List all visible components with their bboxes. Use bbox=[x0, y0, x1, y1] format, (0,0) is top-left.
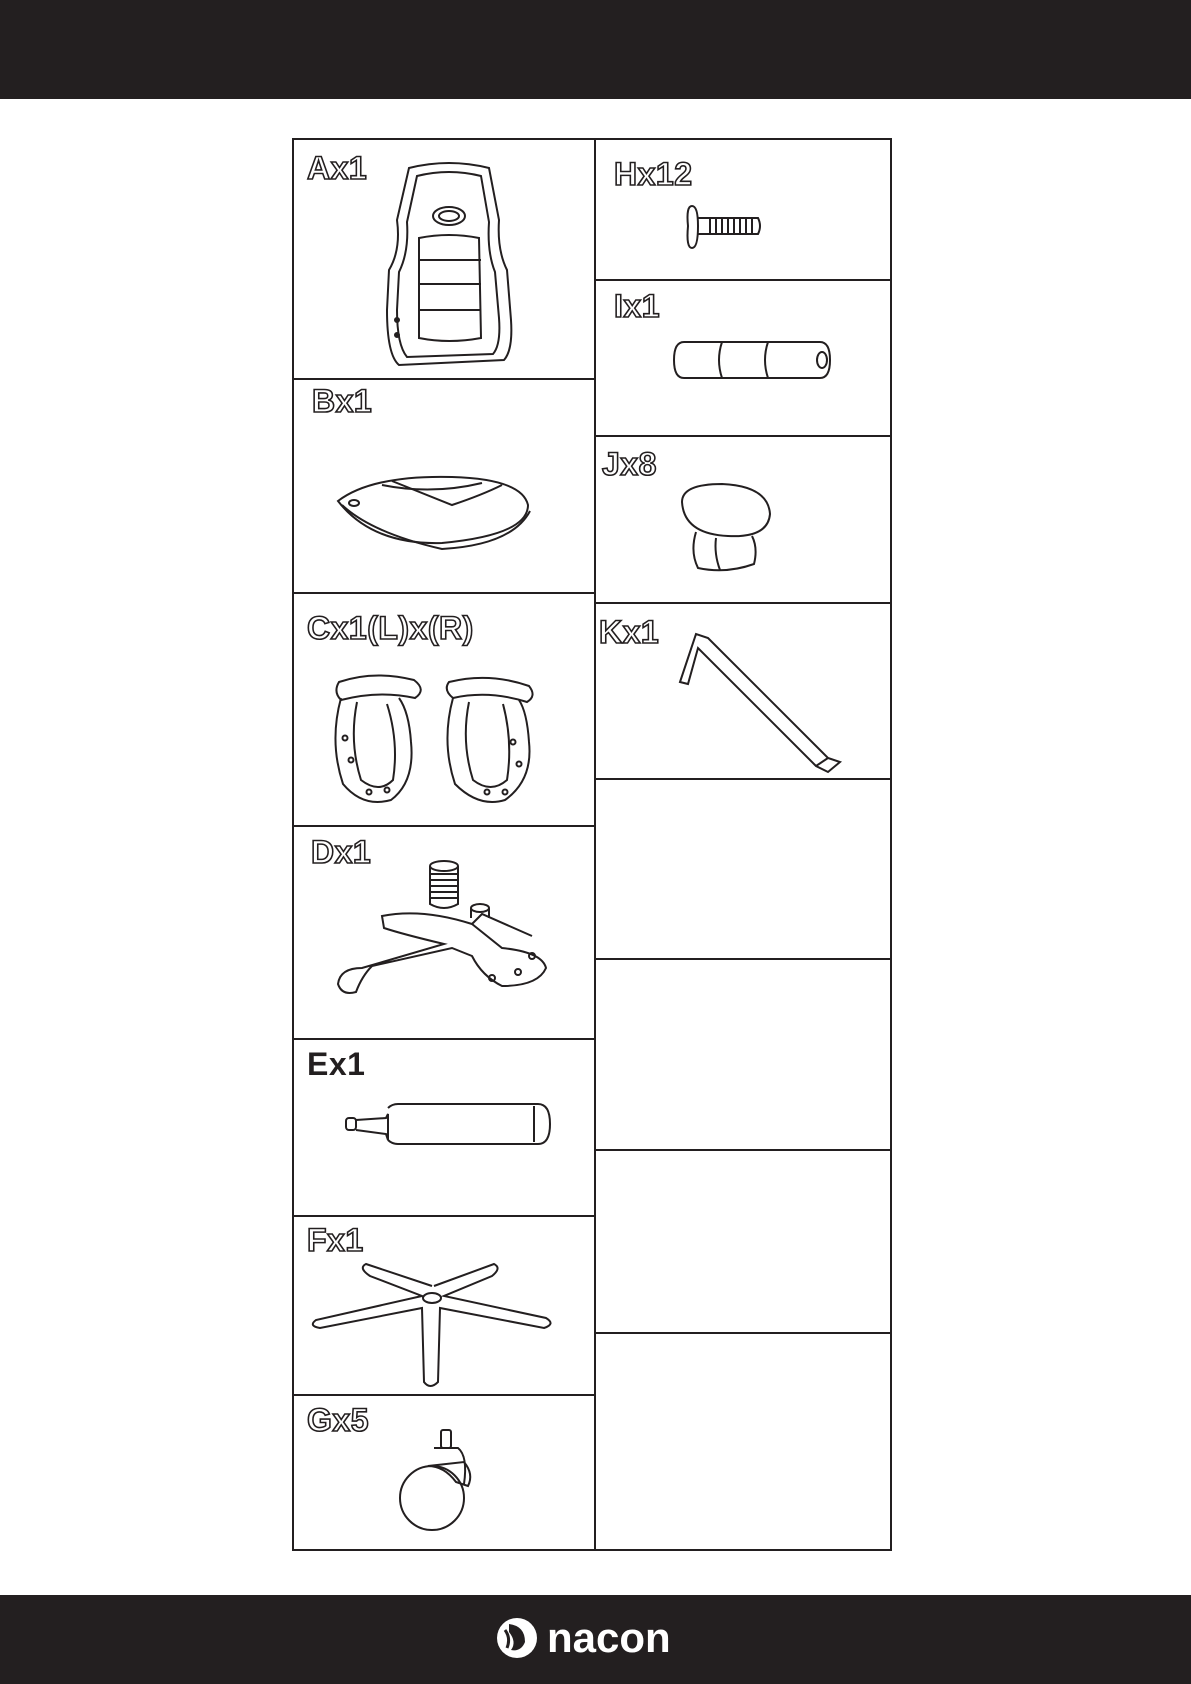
cap-icon bbox=[676, 482, 776, 574]
row-divider bbox=[594, 778, 890, 780]
row-divider bbox=[294, 378, 594, 380]
part-i-label: Ix1 bbox=[614, 288, 660, 324]
part-a-label: Ax1 bbox=[307, 150, 368, 186]
part-g-label: Gx5 bbox=[307, 1402, 369, 1438]
header-band bbox=[0, 0, 1191, 99]
gas-lift-icon bbox=[344, 1102, 554, 1152]
nacon-logo bbox=[495, 1614, 695, 1664]
part-e-label: Ex1 bbox=[307, 1046, 366, 1082]
seat-cushion-icon bbox=[332, 465, 532, 555]
row-divider bbox=[594, 958, 890, 960]
row-divider bbox=[594, 602, 890, 604]
bolt-icon bbox=[684, 202, 764, 252]
part-d-label: Dx1 bbox=[311, 834, 372, 870]
row-divider bbox=[294, 825, 594, 827]
column-divider bbox=[594, 140, 596, 1549]
part-b-label: Bx1 bbox=[312, 383, 373, 419]
star-base-icon bbox=[306, 1258, 558, 1390]
row-divider bbox=[294, 1394, 594, 1396]
part-f-label: Fx1 bbox=[307, 1222, 364, 1258]
part-h-label: Hx12 bbox=[614, 156, 693, 192]
part-c-label: Cx1(L)x(R) bbox=[307, 610, 474, 646]
tilt-mechanism-icon bbox=[332, 856, 552, 1004]
row-divider bbox=[594, 1332, 890, 1334]
pin-icon bbox=[672, 338, 834, 382]
row-divider bbox=[294, 1038, 594, 1040]
row-divider bbox=[594, 1149, 890, 1151]
row-divider bbox=[294, 1215, 594, 1217]
row-divider bbox=[294, 592, 594, 594]
parts-table bbox=[292, 138, 892, 1551]
armrests-icon bbox=[329, 672, 544, 810]
chair-backrest-icon bbox=[379, 160, 519, 368]
part-j-label: Jx8 bbox=[602, 446, 657, 482]
row-divider bbox=[594, 279, 890, 281]
caster-wheel-icon bbox=[394, 1426, 484, 1534]
svg-text:nacon: nacon bbox=[547, 1614, 671, 1661]
allen-key-icon bbox=[678, 630, 848, 774]
part-k-label: Kx1 bbox=[599, 614, 660, 650]
row-divider bbox=[594, 435, 890, 437]
